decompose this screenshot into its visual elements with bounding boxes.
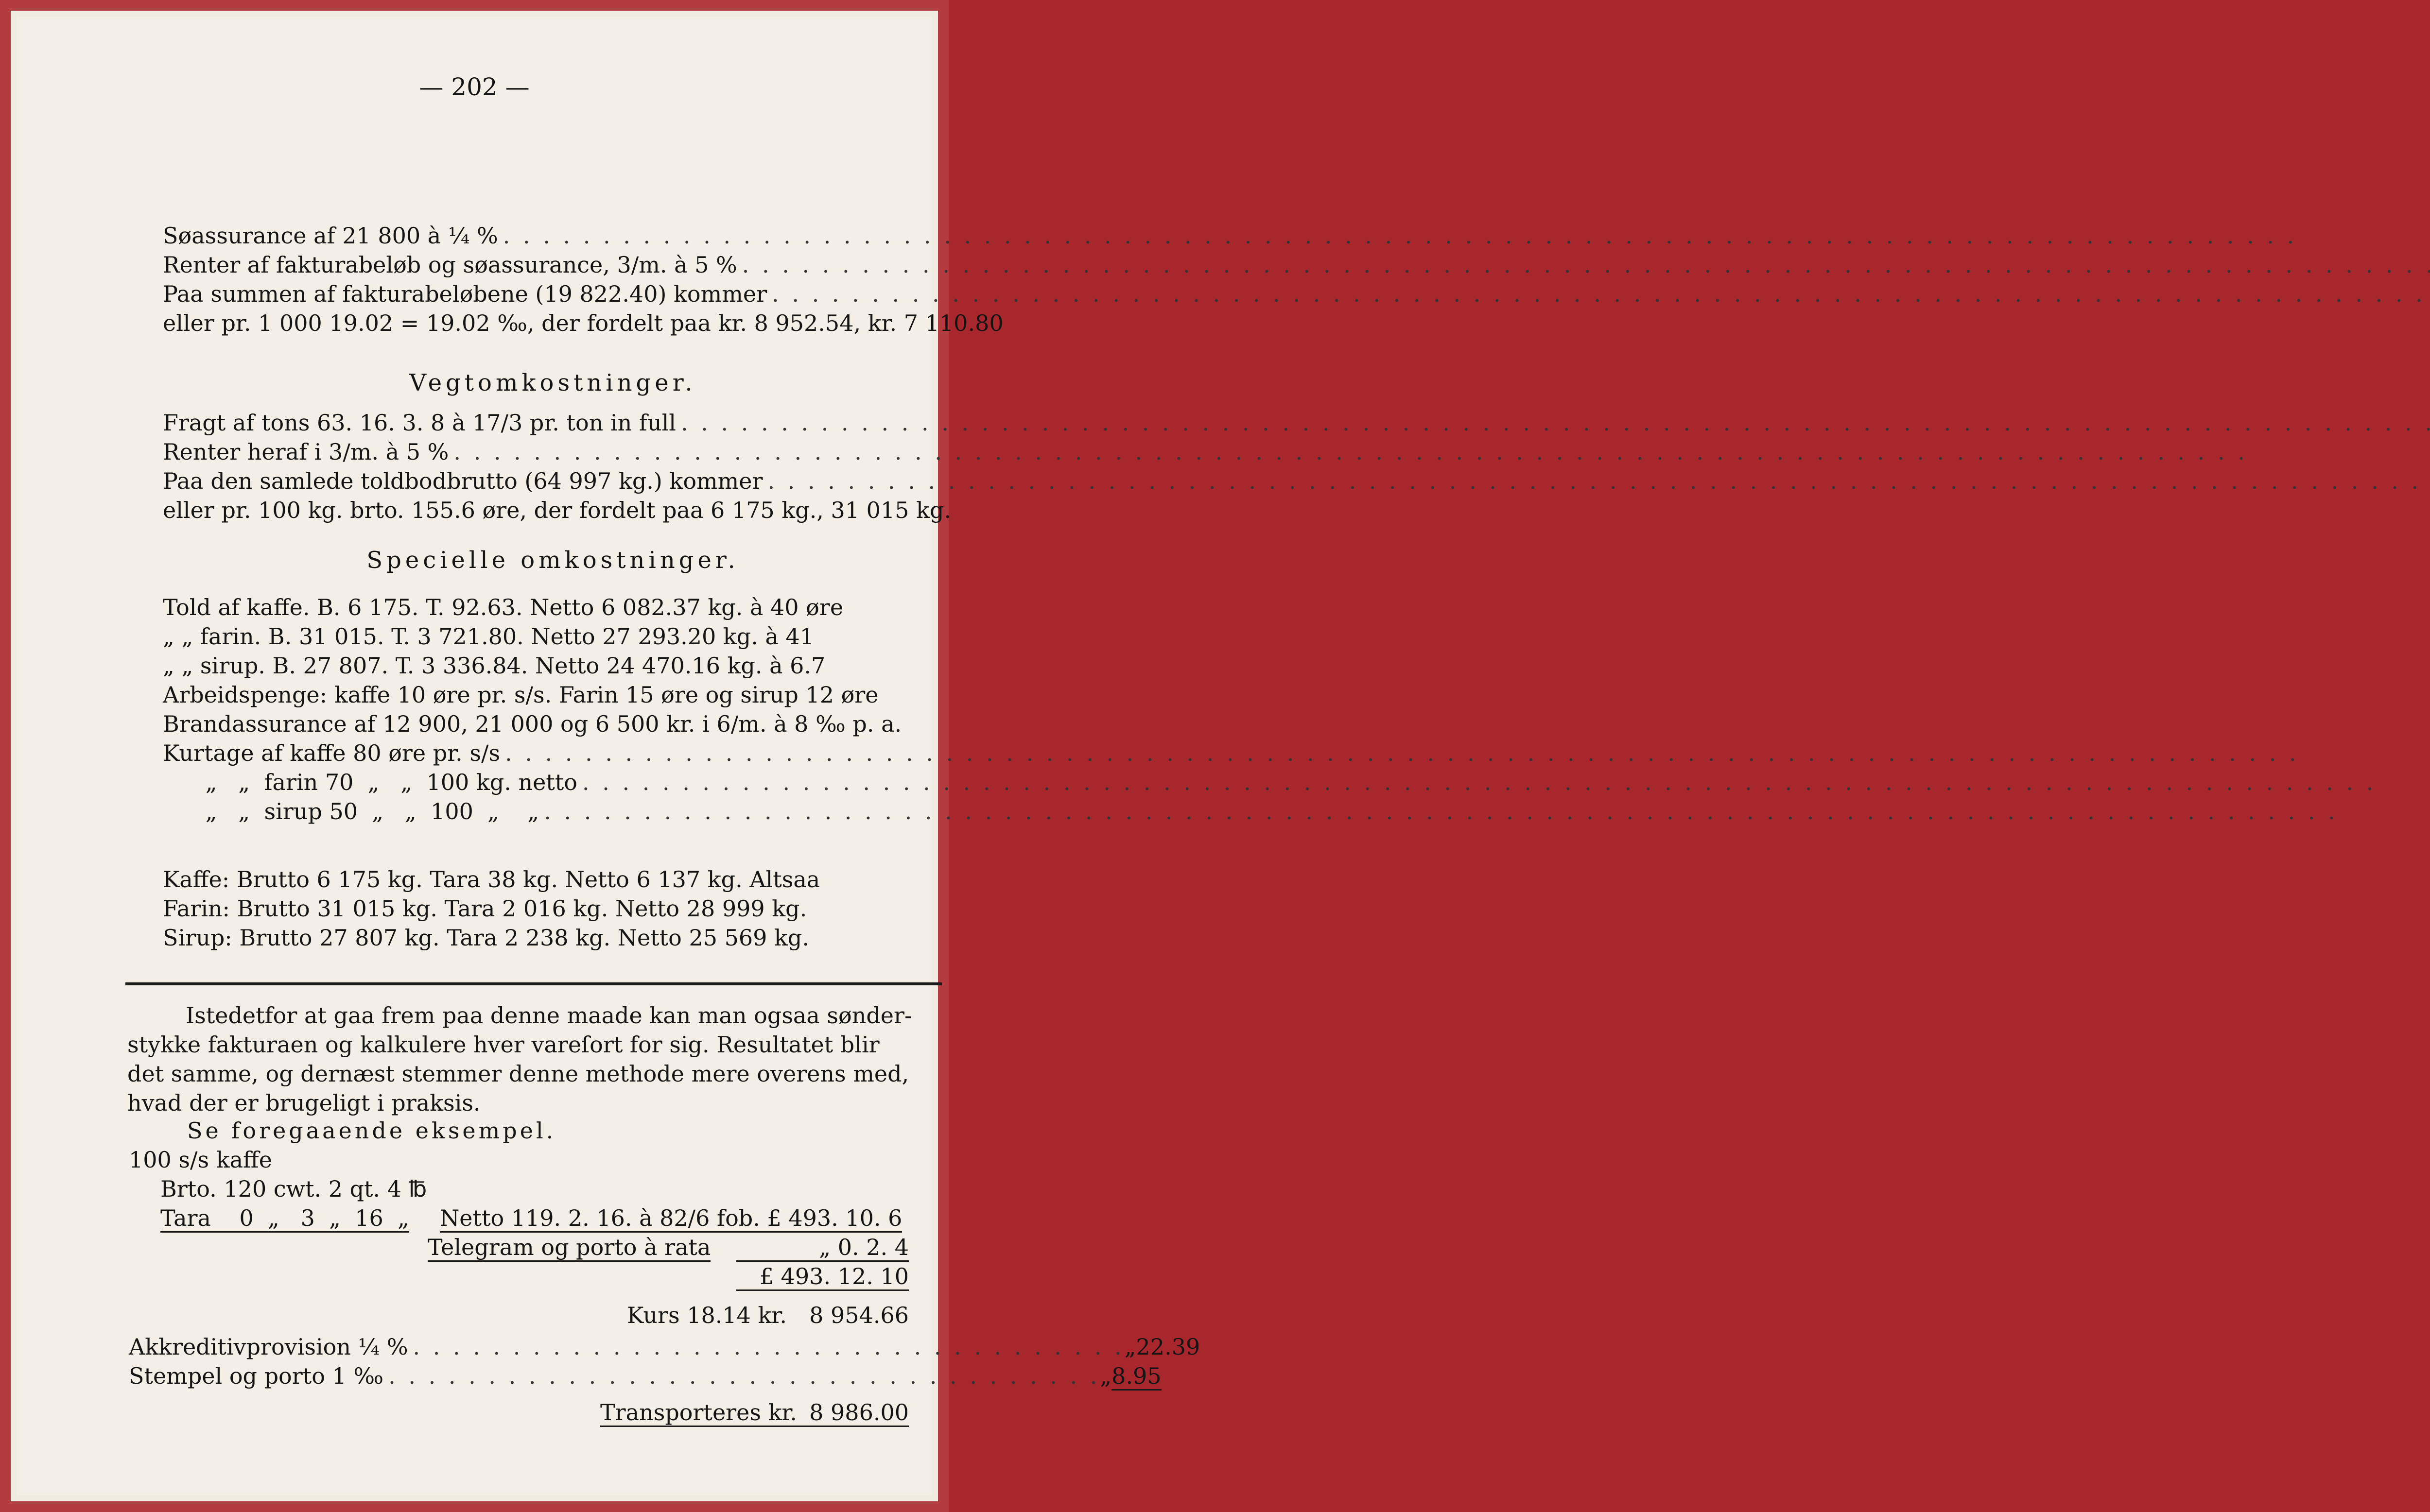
transport-amount: 8 986.00 [778, 1399, 909, 1427]
ledger-line: Paa summen af fakturabeløbene (19 822.40) kommer . . . [163, 279, 943, 309]
ledger-line: Renter af fakturabeløb og søassurance, 3/m. à 5 % . . . [163, 250, 943, 279]
example-netto: Netto 119. 2. 16. à 82/6 fob. £ 493. 10. 6 [440, 1205, 902, 1231]
book-page [0, 0, 1200, 1512]
dot-leader [577, 768, 943, 797]
summary-line-kaffe: Kaffe: Brutto 6 175 kg. Tara 38 kg. Netto 6 137 kg. Altsaa [163, 866, 820, 893]
telegram-label: Telegram og porto à rata [428, 1234, 711, 1262]
example-tara: Tara 0 „ 3 „ 16 „ [160, 1205, 409, 1233]
dot-leader [449, 437, 943, 466]
ledger-line: „ „ sirup 50 „ „ 100 „ „ . . . [163, 797, 943, 826]
summary-block [163, 865, 943, 952]
section-divider [125, 982, 942, 985]
ledger-line: „ „ farin. B. 31 015. T. 3 721.80. Netto 27 293.20 kg. à 41 [163, 623, 815, 650]
ledger-line: Fragt af tons 63. 16. 3. 8 à 17/3 pr. ton in full . . . [163, 408, 943, 437]
dot-leader [767, 279, 943, 309]
dot-leader: . . . . . . . . . . . . . . . . . . . . . . . . . . . . . . . . . . . . [413, 1334, 1125, 1360]
summary-line-sirup: Sirup: Brutto 27 807 kg. Tara 2 238 kg. Netto 25 569 kg. [163, 925, 809, 951]
dot-leader: . . . . . . . . . . . . . . . . . . . . . . . . . . . . . . . . . . . . [388, 1363, 1100, 1389]
summary-line-farin: Farin: Brutto 31 015 kg. Tara 2 016 kg. Netto 28 999 kg. [163, 895, 807, 922]
example-line: 100 s/s kaffe [129, 1147, 272, 1173]
special-costs-block [163, 593, 943, 826]
accreditive-line: Akkreditivprovision ¼ % . . . . . . . . . . . . . . . . . . . . . . . . . . . . . . . . . . . . „ 22.39 [129, 1334, 1200, 1360]
ledger-line: eller pr. 100 kg. brto. 155.6 øre, der fordelt paa 6 175 kg., 31 015 kg. [163, 497, 952, 523]
dot-leader [500, 739, 943, 768]
transport-label: Transporteres kr. [600, 1399, 797, 1427]
ledger-line: Brandassurance af 12 900, 21 000 og 6 500 kr. i 6/m. à 8 ‰ p. a. [163, 711, 902, 737]
ledger-line: Arbeidspenge: kaffe 10 øre pr. s/s. Farin 15 øre og sirup 12 øre [163, 682, 879, 708]
dot-leader [763, 466, 943, 496]
section-heading-vegtomkostninger: Vegtomkostninger. [409, 369, 696, 396]
ledger-line: Renter heraf i 3/m. à 5 % . . . [163, 437, 943, 466]
ledger-line: Paa den samlede toldbodbrutto (64 997 kg.) kommer . . . [163, 466, 943, 496]
ledger-line: „ „ farin 70 „ „ 100 kg. netto . . . [163, 768, 943, 797]
telegram-amount: „ 0. 2. 4 [736, 1234, 909, 1262]
dot-leader [498, 221, 943, 250]
example-line: Brto. 120 cwt. 2 qt. 4 ℔ [160, 1176, 427, 1202]
ledger-line: eller pr. 1 000 19.02 = 19.02 ‰, der fordelt paa kr. 8 952.54, kr. 7 110.80 [163, 310, 1004, 336]
page-number: — 202 — [419, 73, 530, 101]
ledger-line: Told af kaffe. B. 6 175. T. 92.63. Netto 6 082.37 kg. à 40 øre [163, 594, 844, 620]
insurance-block [163, 221, 1004, 338]
stamp-line: Stempel og porto 1 ‰ . . . . . . . . . . . . . . . . . . . . . . . . . . . . . . . . . . . . „ 8.95 [129, 1363, 909, 1391]
dot-leader [539, 797, 943, 826]
exchange-amount: 8 954.66 [809, 1302, 909, 1328]
pound-total: £ 493. 12. 10 [736, 1263, 909, 1291]
dot-leader [737, 250, 943, 279]
dot-leader [676, 408, 943, 437]
ledger-line: Søassurance af 21 800 à ¼ % . . . [163, 221, 943, 250]
exchange-rate-label: Kurs 18.14 kr. [627, 1302, 787, 1328]
explanation-paragraph: Istedetfor at gaa frem paa denne maade kan man ogsaa sønder- stykke fakturaen og kalkulere hver vareſort for sig. Resultatet blir det samme, og dernæst stemmer denne methode mere overens med, hvad der er brugeligt i praksis. [127, 1002, 912, 1116]
example-heading: Se foregaaende eksempel. [187, 1117, 556, 1144]
ledger-line: „ „ sirup. B. 27 807. T. 3 336.84. Netto 24 470.16 kg. à 6.7 [163, 653, 826, 679]
transport-costs-block [163, 408, 952, 525]
ledger-line: Kurtage af kaffe 80 øre pr. s/s . . . [163, 739, 943, 768]
section-heading-specielle: Specielle omkostninger. [366, 547, 739, 574]
